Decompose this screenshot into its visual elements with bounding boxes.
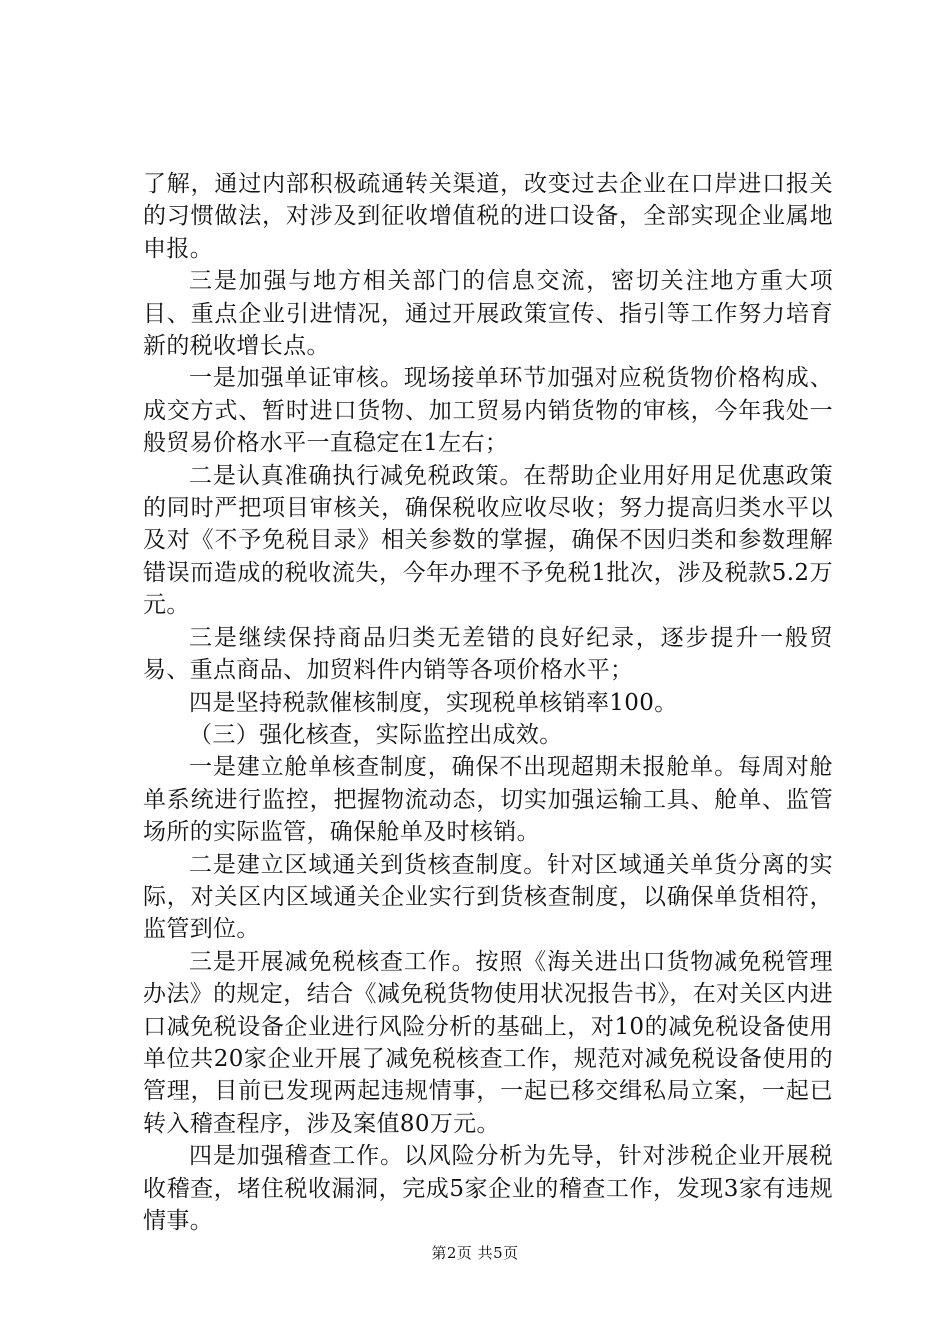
page-footer — [0, 1243, 950, 1263]
paragraph: 一是建立舱单核查制度，确保不出现超期未报舱单。每周对舱单系统进行监控，把握物流动态，切实加强运输工具、舱单、监管场所的实际监管，确保舱单及时核销。 — [143, 754, 833, 846]
paragraph: 四是加强稽查工作。以风险分析为先导，针对涉税企业开展税收稽查，堵住税收漏洞，完成5家企业的稽查工作，发现3家有违规情事。 — [143, 1143, 833, 1234]
paragraph-continuation: 了解，通过内部积极疏通转关渠道，改变过去企业在口岸进口报关的习惯做法，对涉及到征收增值税的进口设备，全部实现企业属地申报。 — [143, 171, 833, 262]
paragraph: 四是坚持税款催核制度，实现税单核销率100。 — [189, 689, 678, 716]
paragraph: 三是继续保持商品归类无差错的良好纪录，逐步提升一般贸易、重点商品、加贸料件内销等各项价格水平； — [143, 624, 833, 684]
paragraph: 二是认真准确执行减免税政策。在帮助企业用好用足优惠政策的同时严把项目审核关，确保税收应收尽收；努力提高归类水平以及对《不予免税目录》相关参数的掌握，确保不因归类和参数理解错误而造成的税收流失，今年办理不予免税1批次，涉及税款5.2万元。 — [143, 462, 833, 619]
paragraph: 一是加强单证审核。现场接单环节加强对应税货物价格构成、成交方式、暂时进口货物、加工贸易内销货物的审核，今年我处一般贸易价格水平一直稳定在1左右； — [143, 365, 833, 457]
section-heading: （三）强化核查，实际监控出成效。 — [189, 721, 563, 748]
document-body — [143, 168, 833, 1237]
paragraph: 三是加强与地方相关部门的信息交流，密切关注地方重大项目、重点企业引进情况，通过开展政策宣传、指引等工作努力培育新的税收增长点。 — [143, 268, 833, 360]
paragraph: 三是开展减免税核查工作。按照《海关进出口货物减免税管理办法》的规定，结合《减免税货物使用状况报告书》，在对关区内进口减免税设备企业进行风险分析的基础上，对10的减免税设备使用单位共20家企业开展了减免税核查工作，规范对减免税设备使用的管理，目前已发现两起违规情事，一起已移交缉私局立案，一起已转入稽查程序，涉及案值80万元。 — [143, 948, 833, 1137]
page-number: 第2页 共5页 — [431, 1244, 519, 1262]
paragraph: 二是建立区域通关到货核查制度。针对区域通关单货分离的实际，对关区内区域通关企业实行到货核查制度，以确保单货相符，监管到位。 — [143, 851, 833, 943]
